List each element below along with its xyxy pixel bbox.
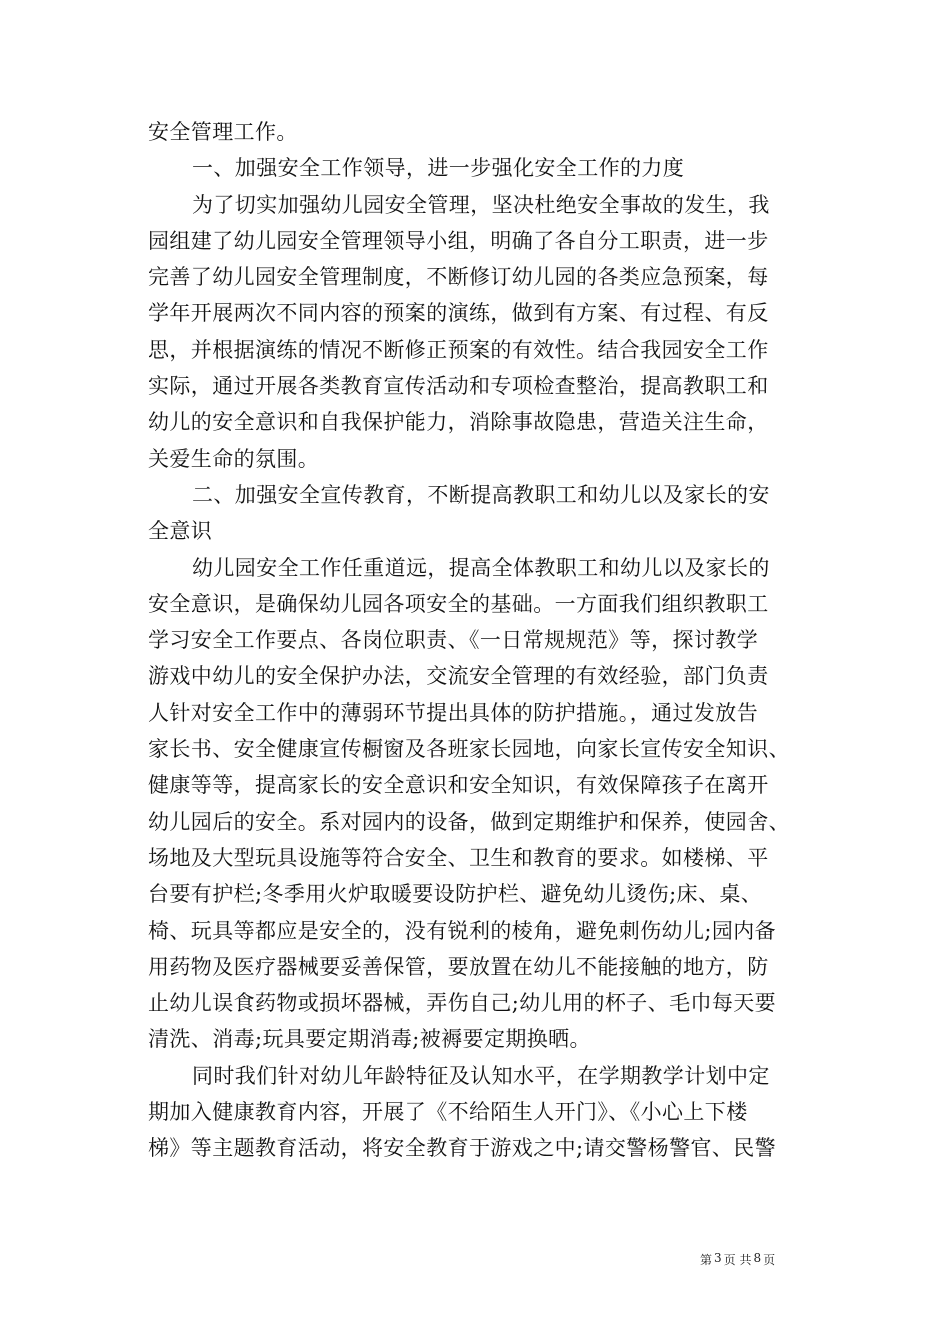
text-line: 为了切实加强幼儿园安全管理，坚决杜绝安全事故的发生，我 — [192, 192, 770, 217]
text-line: 实际，通过开展各类教育宣传活动和专项检查整治，提高教职工和 — [148, 374, 769, 399]
text-line: 完善了幼儿园安全管理制度，不断修订幼儿园的各类应急预案，每 — [148, 265, 769, 290]
text-line: 学习安全工作要点、各岗位职责、《一日常规规范》等，探讨教学 — [148, 628, 759, 653]
text-line: 台要有护栏;冬季用火炉取暖要设防护栏、避免幼儿烫伤;床、桌、 — [148, 882, 763, 907]
text-line: 场地及大型玩具设施等符合安全、卫生和教育的要求。如楼梯、平 — [148, 845, 769, 870]
text-line: 清洗、消毒;玩具要定期消毒;被褥要定期换晒。 — [148, 1027, 591, 1052]
text-line: 一、加强安全工作领导，进一步强化安全工作的力度 — [192, 156, 685, 181]
text-line: 幼儿园安全工作任重道远，提高全体教职工和幼儿以及家长的 — [192, 555, 770, 580]
document-body — [148, 114, 808, 1167]
text-line: 学年开展两次不同内容的预案的演练，做到有方案、有过程、有反 — [148, 301, 769, 326]
text-line: 梯》等主题教育活动，将安全教育于游戏之中;请交警杨警官、民警 — [148, 1136, 777, 1161]
text-line: 家长书、安全健康宣传橱窗及各班家长园地，向家长宣传安全知识、 — [148, 737, 790, 762]
text-line: 健康等等，提高家长的安全意识和安全知识，有效保障孩子在离开 — [148, 773, 769, 798]
footer-suffix: 页 — [763, 1253, 776, 1267]
text-line: 全意识 — [148, 519, 213, 544]
text-line: 同时我们针对幼儿年龄特征及认知水平，在学期教学计划中定 — [192, 1063, 770, 1088]
page-footer — [700, 1251, 850, 1268]
text-line: 人针对安全工作中的薄弱环节提出具体的防护措施。，通过发放告 — [148, 700, 759, 725]
total-page-count: 8 — [753, 1251, 762, 1265]
text-line: 安全管理工作。 — [148, 120, 298, 144]
text-line: 椅、玩具等都应是安全的，没有锐利的棱角，避免刺伤幼儿;园内备 — [148, 918, 777, 943]
text-line: 园组建了幼儿园安全管理领导小组，明确了各自分工职责，进一步 — [148, 228, 769, 253]
text-line: 期加入健康教育内容，开展了《不给陌生人开门》、《小心上下楼 — [148, 1100, 748, 1125]
current-page-number: 3 — [714, 1251, 722, 1265]
text-line: 止幼儿误食药物或损坏器械，弄伤自己;幼儿用的杯子、毛巾每天要 — [148, 991, 777, 1016]
text-line: 幼儿园后的安全。系对园内的设备，做到定期维护和保养，使园舍、 — [148, 809, 790, 834]
text-line: 关爱生命的氛围。 — [148, 446, 320, 471]
footer-middle: 页 共 — [723, 1253, 752, 1267]
text-line: 幼儿的安全意识和自我保护能力，消除事故隐患，营造关注生命， — [148, 410, 769, 435]
footer-prefix: 第 — [700, 1253, 713, 1267]
text-line: 用药物及医疗器械要妥善保管，要放置在幼儿不能接触的地方，防 — [148, 954, 769, 979]
text-line: 二、加强安全宣传教育，不断提高教职工和幼儿以及家长的安 — [192, 482, 770, 507]
text-line: 思，并根据演练的情况不断修正预案的有效性。结合我园安全工作 — [148, 337, 769, 362]
text-line: 游戏中幼儿的安全保护办法，交流安全管理的有效经验，部门负责 — [148, 664, 769, 689]
text-line: 安全意识，是确保幼儿园各项安全的基础。一方面我们组织教职工 — [148, 591, 769, 616]
